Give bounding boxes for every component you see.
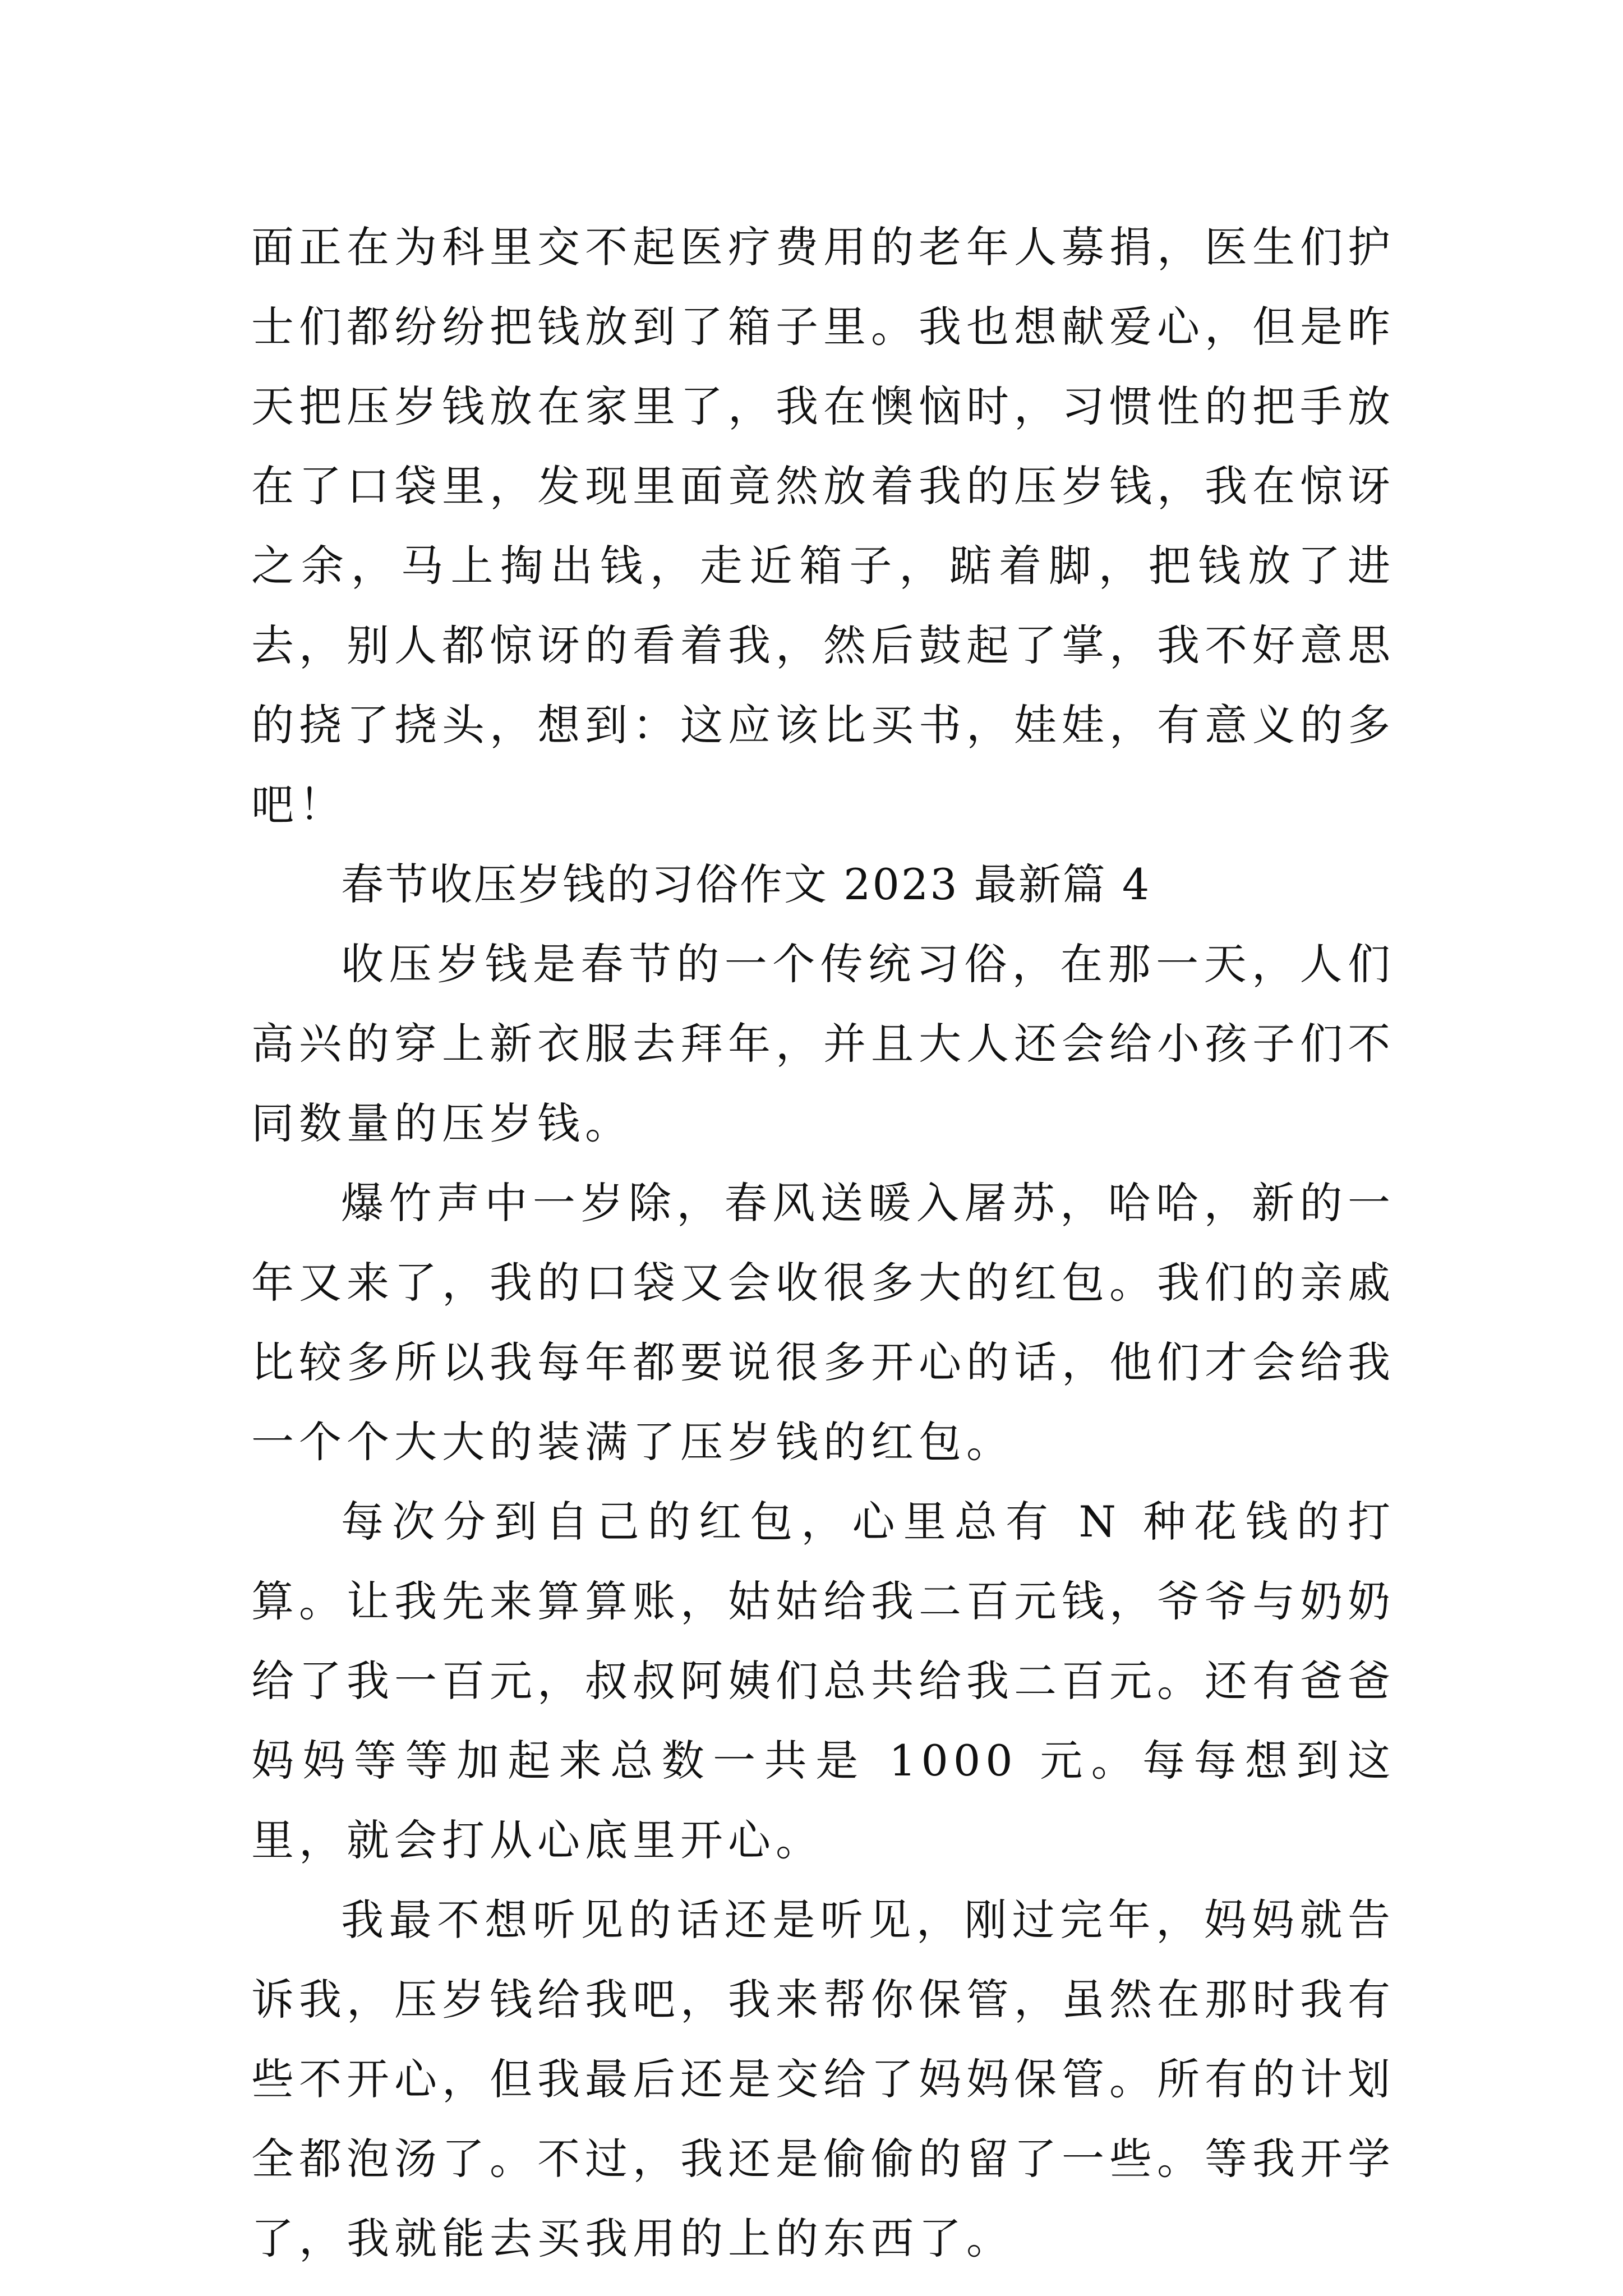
- section-heading: 春节收压岁钱的习俗作文 2023 最新篇 4: [341, 859, 1151, 909]
- paragraph-continued: 面正在为科里交不起医疗费用的老年人募捐，医生们护士们都纷纷把钱放到了箱子里。我也想献爱心，但是昨天把压岁钱放在家里了，我在懊恼时，习惯性的把手放在了口袋里，发现里面竟然放着我的压岁钱，我在惊讶之余，马上掏出钱，走近箱子，踮着脚，把钱放了进去，别人都惊讶的看着我，然后鼓起了掌，我不好意思的挠了挠头，想到：这应该比买书，娃娃，有意义的多吧！: [251, 222, 1395, 830]
- paragraph-2: 爆竹声中一岁除，春风送暖入屠苏，哈哈，新的一年又来了，我的口袋又会收很多大的红包。我们的亲戚比较多所以我每年都要说很多开心的话，他们才会给我一个个大大的装满了压岁钱的红包。: [251, 1178, 1395, 1467]
- paragraph-4: 我最不想听见的话还是听见，刚过完年，妈妈就告诉我，压岁钱给我吧，我来帮你保管，虽然在那时我有些不开心，但我最后还是交给了妈妈保管。所有的计划全都泡汤了。不过，我还是偷偷的留了一些。等我开学了，我就能去买我用的上的东西了。: [251, 1895, 1395, 2263]
- document-body: [251, 208, 1395, 2279]
- paragraph-3: 每次分到自己的红包，心里总有 N 种花钱的打算。让我先来算算账，姑姑给我二百元钱，爷爷与奶奶给了我一百元，叔叔阿姨们总共给我二百元。还有爸爸妈妈等等加起来总数一共是 1000 元。每每想到这里，就会打从心底里开心。: [251, 1497, 1395, 1865]
- paragraph-1: 收压岁钱是春节的一个传统习俗，在那一天，人们高兴的穿上新衣服去拜年，并且大人还会给小孩子们不同数量的压岁钱。: [251, 939, 1395, 1148]
